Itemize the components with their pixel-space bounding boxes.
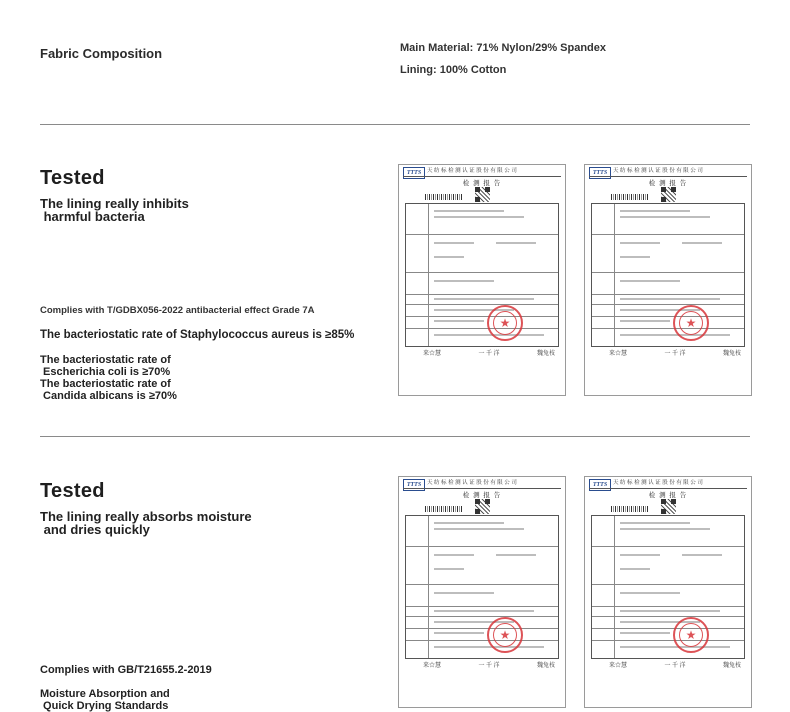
lining-material: Lining: 100% Cotton bbox=[400, 64, 507, 76]
divider-middle bbox=[40, 436, 750, 437]
section2-subheading: The lining really absorbs moisture and dries quickly bbox=[40, 509, 252, 537]
certificate-title: 检 测 报 告 bbox=[648, 492, 688, 499]
certificate-org: 天 纺 标 检 测 认 证 股 份 有 限 公 司 bbox=[613, 480, 703, 486]
signature-1: 来☆慧 bbox=[423, 351, 442, 357]
rate-candida: The bacteriostatic rate of Candida albicans is ≥70% bbox=[40, 378, 177, 402]
certificate-table bbox=[405, 515, 559, 659]
divider-top bbox=[40, 124, 750, 125]
certificate-org: 天 纺 标 检 测 认 证 股 份 有 限 公 司 bbox=[427, 480, 517, 486]
signature-1: 来☆慧 bbox=[609, 351, 628, 357]
signature-3: 魏兔枝 bbox=[722, 663, 741, 669]
signature-1: 来☆慧 bbox=[609, 663, 628, 669]
barcode-icon bbox=[611, 194, 649, 200]
barcode-icon bbox=[425, 194, 463, 200]
certificate-logo: TTTS bbox=[589, 479, 611, 491]
qr-code-icon bbox=[661, 499, 676, 514]
certificate-signatures bbox=[609, 348, 741, 357]
qr-code-icon bbox=[661, 187, 676, 202]
section2-standard-name: Moisture Absorption and Quick Drying Standards bbox=[40, 688, 170, 712]
certificate-table bbox=[405, 203, 559, 347]
signature-2: 一 千 洋 bbox=[664, 351, 686, 357]
signature-3: 魏兔枝 bbox=[536, 663, 555, 669]
signature-3: 魏兔枝 bbox=[536, 351, 555, 357]
certificate-title: 检 测 报 告 bbox=[462, 180, 502, 187]
signature-2: 一 千 洋 bbox=[478, 351, 500, 357]
main-material: Main Material: 71% Nylon/29% Spandex bbox=[400, 42, 607, 54]
certificate-signatures bbox=[423, 348, 555, 357]
section1-standard: Complies with T/GDBX056-2022 antibacterial effect Grade 7A bbox=[40, 305, 315, 316]
red-seal-icon: ★ bbox=[487, 305, 523, 341]
composition-label: Fabric Composition bbox=[40, 46, 163, 61]
certificate-logo: TTTS bbox=[403, 167, 425, 179]
certificate-signatures bbox=[609, 660, 741, 669]
red-seal-icon: ★ bbox=[673, 305, 709, 341]
certificate-image bbox=[398, 476, 566, 708]
qr-code-icon bbox=[475, 499, 490, 514]
certificate-image bbox=[584, 164, 752, 396]
certificate-logo: TTTS bbox=[403, 479, 425, 491]
barcode-icon bbox=[425, 506, 463, 512]
rate-staph: The bacteriostatic rate of Staphylococcus aureus is ≥85% bbox=[40, 329, 355, 341]
red-seal-icon: ★ bbox=[487, 617, 523, 653]
certificate-org: 天 纺 标 检 测 认 证 股 份 有 限 公 司 bbox=[613, 168, 703, 174]
certificate-table bbox=[591, 203, 745, 347]
certificate-title: 检 测 报 告 bbox=[462, 492, 502, 499]
section1-subheading: The lining really inhibits harmful bacteria bbox=[40, 196, 189, 224]
signature-3: 魏兔枝 bbox=[722, 351, 741, 357]
barcode-icon bbox=[611, 506, 649, 512]
certificate-table bbox=[591, 515, 745, 659]
certificate-image bbox=[584, 476, 752, 708]
red-seal-icon: ★ bbox=[673, 617, 709, 653]
certificate-logo: TTTS bbox=[589, 167, 611, 179]
rate-ecoli: The bacteriostatic rate of Escherichia coli is ≥70% bbox=[40, 354, 171, 378]
section1-heading: Tested bbox=[40, 167, 105, 189]
certificate-title: 检 测 报 告 bbox=[648, 180, 688, 187]
signature-2: 一 千 洋 bbox=[478, 663, 500, 669]
certificate-image bbox=[398, 164, 566, 396]
signature-2: 一 千 洋 bbox=[664, 663, 686, 669]
certificate-signatures bbox=[423, 660, 555, 669]
qr-code-icon bbox=[475, 187, 490, 202]
signature-1: 来☆慧 bbox=[423, 663, 442, 669]
section2-heading: Tested bbox=[40, 480, 105, 502]
section2-standard: Complies with GB/T21655.2-2019 bbox=[40, 664, 212, 676]
certificate-org: 天 纺 标 检 测 认 证 股 份 有 限 公 司 bbox=[427, 168, 517, 174]
